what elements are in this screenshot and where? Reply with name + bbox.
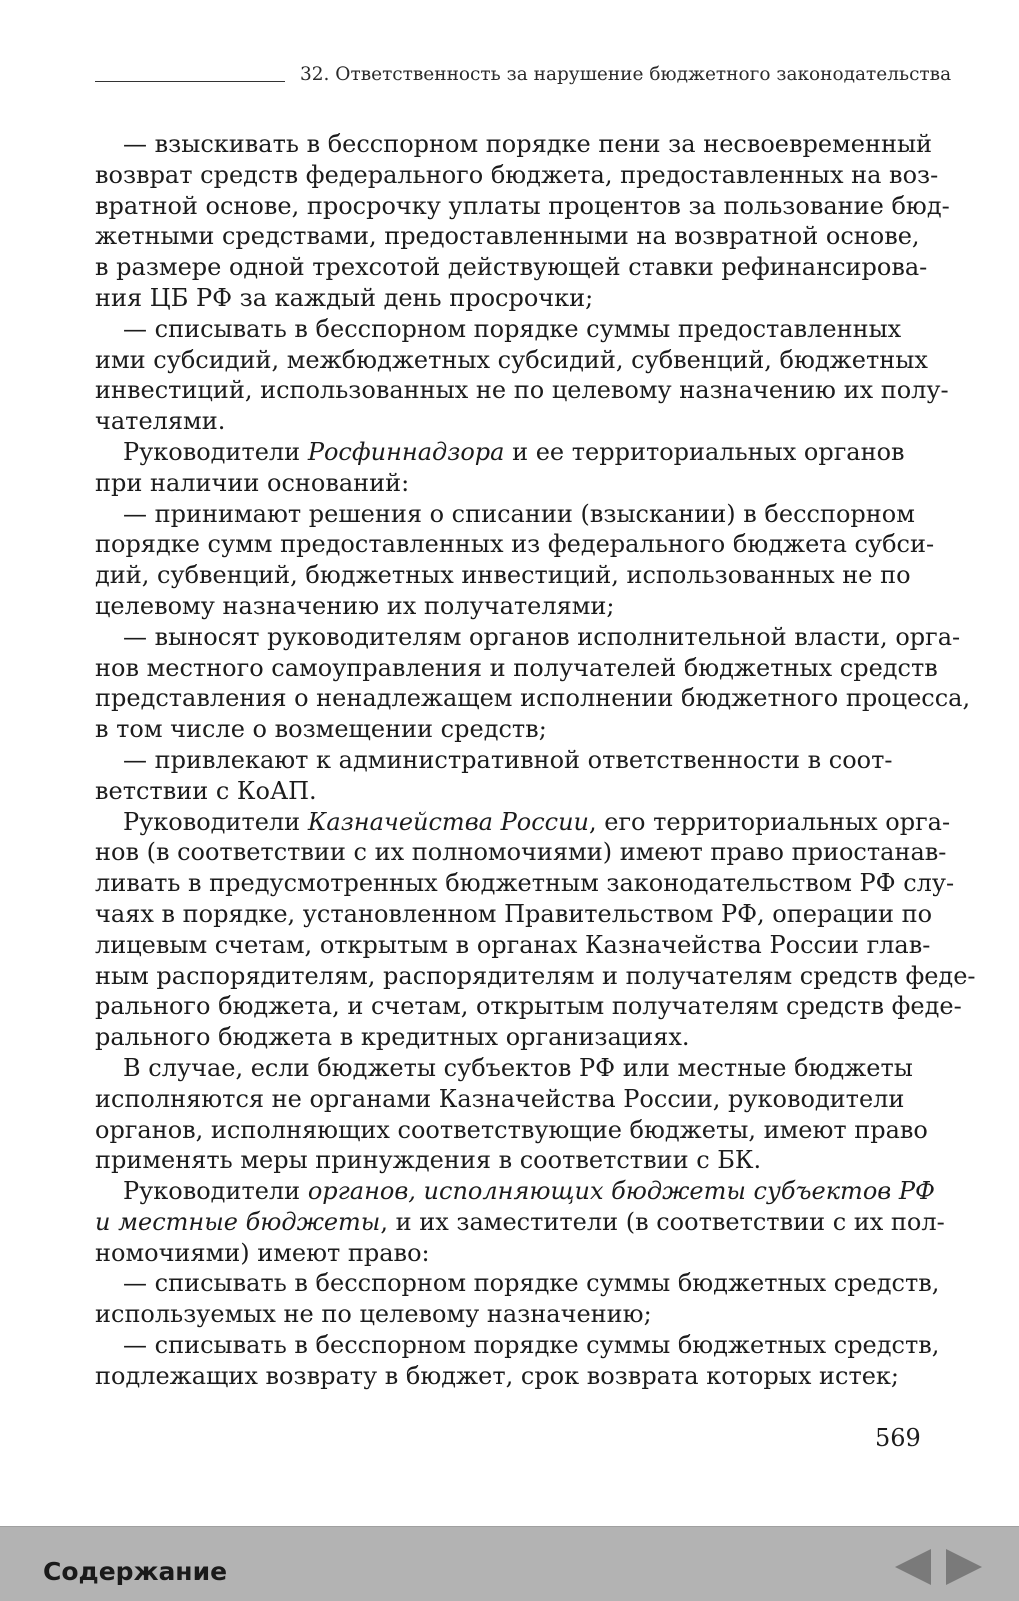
- text-line: [95, 560, 911, 591]
- text-line: [95, 468, 870, 499]
- text-segment: дий, субвенций, бюджетных инвестиций, использованных не по: [95, 561, 911, 590]
- text-line: [95, 1330, 940, 1361]
- text-segment: в том числе о возмещении средств;: [95, 715, 547, 744]
- text-segment: подлежащих возврату в бюджет, срок возврата которых истек;: [95, 1361, 900, 1390]
- text-line: [95, 499, 915, 530]
- text-segment: ливать в предусмотренных бюджетным законодательством РФ слу-: [95, 869, 955, 898]
- text-segment: инвестиций, использованных не по целевому назначению их полу-: [95, 376, 949, 405]
- text-segment: возврат средств федерального бюджета, предоставленных на воз-: [95, 160, 939, 189]
- text-segment: исполняются не органами Казначейства России, руководители: [95, 1084, 905, 1113]
- text-line: [95, 1022, 870, 1053]
- text-line: [95, 1176, 935, 1207]
- text-segment: при наличии оснований:: [95, 468, 410, 497]
- text-segment: — привлекают к административной ответственности в соот-: [123, 745, 893, 774]
- text-line: [95, 437, 905, 468]
- text-segment: В случае, если бюджеты субъектов РФ или местные бюджеты: [123, 1053, 913, 1082]
- text-line: [95, 930, 931, 961]
- text-line: [95, 714, 870, 745]
- italic-text: Росфиннадзора: [307, 437, 505, 466]
- text-line: [95, 1268, 940, 1299]
- next-page-button[interactable]: [944, 1547, 984, 1587]
- text-segment: и ее территориальных органов: [504, 437, 905, 466]
- text-segment: ния ЦБ РФ за каждый день просрочки;: [95, 283, 594, 312]
- text-line: [95, 191, 950, 222]
- table-of-contents-link[interactable]: Содержание: [43, 1557, 228, 1586]
- text-line: [95, 1299, 870, 1330]
- text-line: [95, 1238, 870, 1269]
- text-segment: — принимают решения о списании (взыскании) в бесспорном: [123, 499, 915, 528]
- text-segment: лицевым счетам, открытым в органах Казначейства России глав-: [95, 930, 931, 959]
- text-line: [95, 1207, 945, 1238]
- text-line: [95, 252, 928, 283]
- text-segment: порядке сумм предоставленных из федерального бюджета субси-: [95, 530, 935, 559]
- text-line: [95, 529, 935, 560]
- text-segment: — взыскивать в бесспорном порядке пени за несвоевременный: [123, 130, 933, 158]
- text-segment: номочиями) имеют право:: [95, 1238, 430, 1267]
- text-segment: используемых не по целевому назначению;: [95, 1300, 652, 1329]
- text-line: [95, 868, 955, 899]
- italic-text: органов, исполняющих бюджеты субъектов РФ: [307, 1177, 935, 1206]
- italic-text: и местные бюджеты: [95, 1207, 381, 1236]
- text-segment: , и их заместители (в соответствии с их пол-: [380, 1207, 945, 1236]
- text-line: [95, 1084, 905, 1115]
- text-segment: применять меры принуждения в соответствии с БК.: [95, 1146, 762, 1175]
- running-title: 32. Ответственность за нарушение бюджетного законодательства: [300, 64, 952, 85]
- text-line: [95, 745, 893, 776]
- bottom-navigation-bar: [0, 1526, 1019, 1601]
- text-segment: ими субсидий, межбюджетных субсидий, субвенций, бюджетных: [95, 345, 928, 374]
- text-segment: нов (в соответствии с их полномочиями) имеют право приостанав-: [95, 838, 947, 867]
- text-line: [95, 837, 947, 868]
- text-segment: вратной основе, просрочку уплаты процентов за пользование бюд-: [95, 191, 950, 220]
- text-segment: Руководители: [123, 1177, 308, 1206]
- previous-page-button[interactable]: [893, 1547, 933, 1587]
- text-segment: представления о ненадлежащем исполнении бюджетного процесса,: [95, 684, 971, 713]
- text-line: [95, 1361, 900, 1392]
- text-segment: органов, исполняющих соответствующие бюджеты, имеют право: [95, 1115, 928, 1144]
- text-line: [95, 991, 962, 1022]
- text-segment: рального бюджета в кредитных организациях.: [95, 1023, 690, 1052]
- text-line: [95, 1145, 870, 1176]
- text-line: [95, 1053, 913, 1084]
- text-segment: , его территориальных орга-: [589, 807, 951, 836]
- text-line: [95, 807, 951, 838]
- text-segment: в размере одной трехсотой действующей ставки рефинансирова-: [95, 253, 928, 282]
- italic-text: Казначейства России: [307, 807, 589, 836]
- triangle-right-icon: [944, 1547, 984, 1587]
- text-line: [95, 653, 938, 684]
- text-line: [95, 221, 920, 252]
- text-segment: нов местного самоуправления и получателей бюджетных средств: [95, 653, 938, 682]
- text-line: [95, 899, 933, 930]
- text-line: [95, 375, 949, 406]
- text-segment: Руководители: [123, 437, 308, 466]
- text-line: [95, 683, 971, 714]
- body-text: [95, 129, 976, 1392]
- text-line: [95, 129, 933, 160]
- text-line: [95, 314, 902, 345]
- text-line: [95, 776, 870, 807]
- text-line: [95, 283, 870, 314]
- triangle-left-icon: [893, 1547, 933, 1587]
- text-segment: рального бюджета, и счетам, открытым получателям средств феде-: [95, 992, 962, 1021]
- text-segment: — списывать в бесспорном порядке суммы бюджетных средств,: [123, 1331, 940, 1360]
- text-segment: Руководители: [123, 807, 308, 836]
- text-line: [95, 160, 939, 191]
- text-line: [95, 961, 976, 992]
- text-line: [95, 591, 870, 622]
- text-segment: чаях в порядке, установленном Правительством РФ, операции по: [95, 899, 933, 928]
- text-segment: ным распорядителям, распорядителям и получателям средств феде-: [95, 961, 976, 990]
- text-line: [95, 622, 961, 653]
- text-segment: — списывать в бесспорном порядке суммы предоставленных: [123, 314, 902, 343]
- text-segment: — выносят руководителям органов исполнительной власти, орга-: [123, 622, 961, 651]
- text-line: [95, 406, 870, 437]
- page-number: 569: [875, 1424, 921, 1452]
- header-rule: [95, 81, 285, 82]
- text-segment: жетными средствами, предоставленными на возвратной основе,: [95, 222, 920, 251]
- text-segment: чателями.: [95, 407, 226, 436]
- text-segment: целевому назначению их получателями;: [95, 591, 615, 620]
- text-segment: — списывать в бесспорном порядке суммы бюджетных средств,: [123, 1269, 940, 1298]
- text-line: [95, 345, 928, 376]
- text-segment: ветствии с КоАП.: [95, 776, 317, 805]
- text-line: [95, 1115, 928, 1146]
